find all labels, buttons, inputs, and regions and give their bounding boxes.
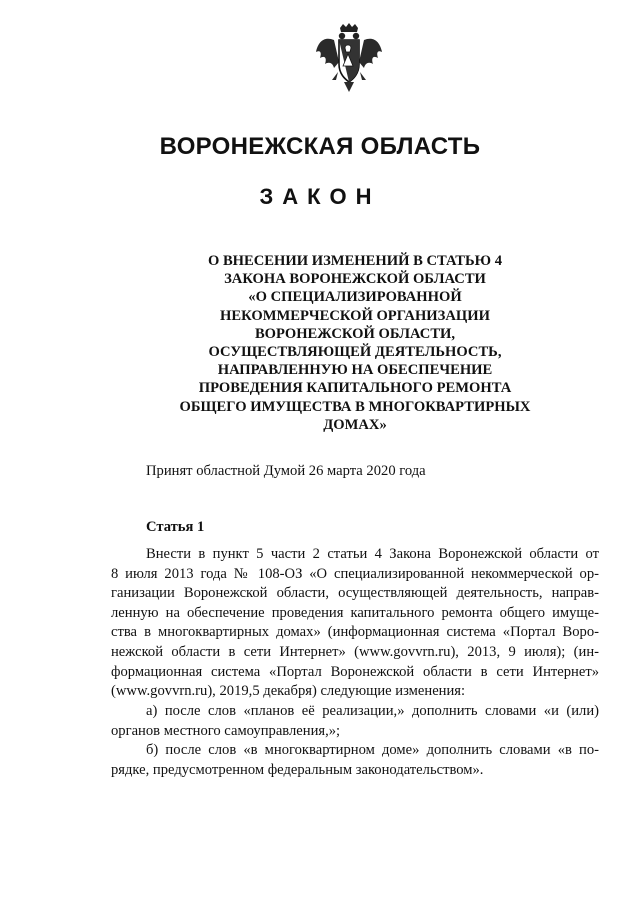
law-title-line: НЕКОММЕРЧЕСКОЙ ОРГАНИЗАЦИИ bbox=[220, 307, 490, 324]
law-title-line: О ВНЕСЕНИИ ИЗМЕНЕНИЙ В СТАТЬЮ 4 bbox=[207, 253, 503, 269]
paragraph-line: ганизации Воронежской области, осуществляющей деятельность, направ- bbox=[111, 585, 599, 602]
law-title-line: ДОМАХ» bbox=[323, 416, 387, 433]
region-title: ВОРОНЕЖСКАЯ ОБЛАСТЬ bbox=[159, 133, 481, 160]
coat-of-arms-emblem bbox=[312, 22, 386, 96]
document-type: ЗАКОН bbox=[259, 184, 381, 209]
paragraph-line: ленную на обеспечение проведения капитального ремонта общего имуще- bbox=[111, 604, 599, 621]
paragraph-line: органов местного самоуправления,»; bbox=[111, 722, 341, 739]
article-paragraph bbox=[111, 545, 599, 702]
law-title-line: ПРОВЕДЕНИЯ КАПИТАЛЬНОГО РЕМОНТА bbox=[198, 380, 512, 397]
paragraph-line: ства в многоквартирных домах» (информационная система «Портал Воро- bbox=[111, 624, 599, 641]
law-title-line: ВОРОНЕЖСКОЙ ОБЛАСТИ, bbox=[254, 325, 456, 342]
law-title-line: «О СПЕЦИАЛИЗИРОВАННОЙ bbox=[248, 289, 462, 306]
law-title-line: НАПРАВЛЕННУЮ НА ОБЕСПЕЧЕНИЕ bbox=[217, 362, 493, 379]
amendment-item-b bbox=[111, 741, 599, 780]
paragraph-line: (www.govvrn.ru), 2019,5 декабря) следующие изменения: bbox=[111, 683, 466, 700]
law-title-line: ОБЩЕГО ИМУЩЕСТВА В МНОГОКВАРТИРНЫХ bbox=[179, 398, 531, 415]
article-heading: Статья 1 bbox=[146, 519, 205, 535]
paragraph-line: а) после слов «планов её реализации,» дополнить словами «и (или) bbox=[146, 703, 599, 719]
paragraph-line: формационная система «Портал Воронежской области в сети Интернет» bbox=[111, 663, 599, 680]
law-title-line: ОСУЩЕСТВЛЯЮЩЕЙ ДЕЯТЕЛЬНОСТЬ, bbox=[208, 344, 502, 361]
law-title bbox=[120, 252, 590, 434]
paragraph-line: 8 июля 2013 года № 108-ОЗ «О специализированной некоммерческой ор- bbox=[111, 565, 599, 582]
paragraph-line: нежской области в сети Интернет» (www.govvrn.ru), 2013, 9 июля); (ин- bbox=[111, 643, 599, 660]
paragraph-line: б) после слов «в многоквартирном доме» дополнить словами «в по- bbox=[146, 742, 599, 758]
paragraph-line: Внести в пункт 5 части 2 статьи 4 Закона Воронежской области от bbox=[146, 546, 599, 562]
amendment-item-a bbox=[111, 702, 599, 741]
law-title-line: ЗАКОНА ВОРОНЕЖСКОЙ ОБЛАСТИ bbox=[224, 271, 486, 288]
paragraph-line: рядке, предусмотренном федеральным законодательством». bbox=[111, 761, 484, 778]
adoption-statement: Принят областной Думой 26 марта 2020 года bbox=[146, 463, 426, 479]
